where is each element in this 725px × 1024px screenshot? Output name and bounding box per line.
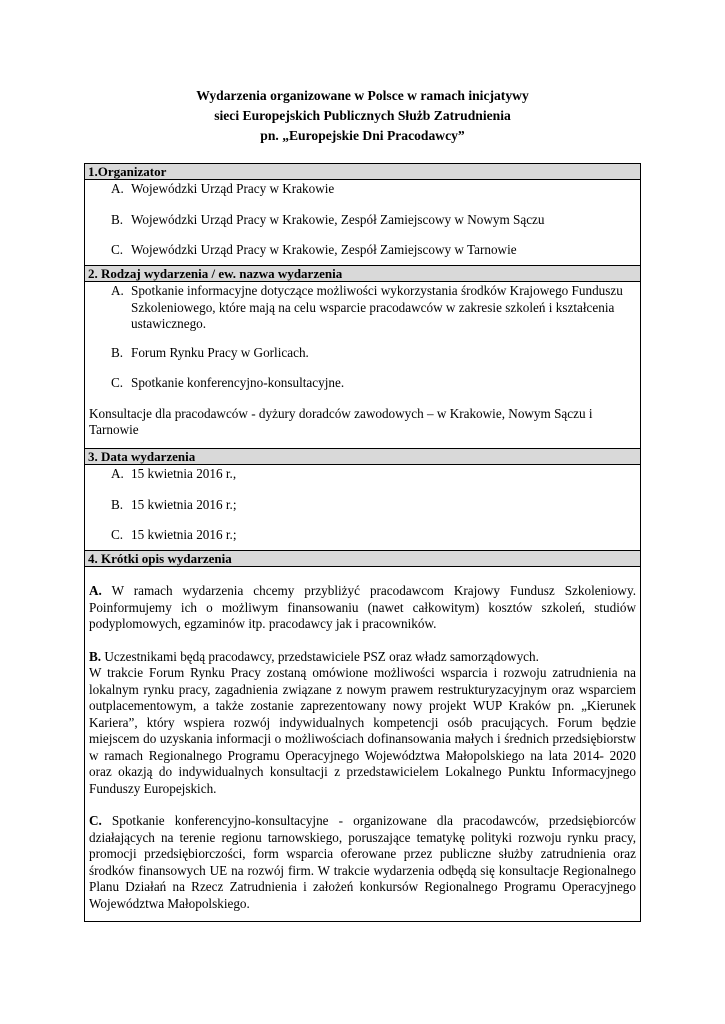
- list-item: C. Spotkanie konferencyjno-konsultacyjne.: [111, 375, 345, 390]
- list-item: A. 15 kwietnia 2016 r.,: [111, 466, 237, 481]
- list-item: B. Wojewódzki Urząd Pracy w Krakowie, Zespół Zamiejscowy w Nowym Sączu: [111, 211, 545, 227]
- list-item: A. Spotkanie informacyjne dotyczące możliwości wykorzystania środków Krajowego Funduszu Szkoleniowego, które mają na celu wsparcie pracodawców w zakresie szkoleń i kształcenia ustawicznego.: [111, 283, 623, 331]
- section-header: 4. Krótki opis wydarzenia: [85, 551, 640, 567]
- section-header: 3. Data wydarzenia: [85, 449, 640, 465]
- section-event-type: [85, 266, 640, 449]
- list-item: B. Forum Rynku Pracy w Gorlicach.: [111, 344, 309, 360]
- section-date: [85, 449, 640, 551]
- description-paragraph-b-detail: W trakcie Forum Rynku Pracy zostaną omówione możliwości wsparcia i rozwoju zatrudnienia na lokalnym rynku pracy, zagadnienia związane z nowym prawem restrukturyzacyjnym oraz wsparciem outplacementowym, a także zostanie zaprezentowany nowy projekt WUP Kraków pn. „Kierunek Kariera”, który wspiera rozwój indywidualnych kompetencji osób pracujących. Forum będzie miejscem do uzyskania informacji o możliwościach dofinansowania małych i średnich przedsiębiorstw w ramach Regionalnego Programu Operacyjnego Województwa Małopolskiego na lata 2014- 2020 oraz okazją do indywidualnych konsultacji z przedstawicielem Lokalnego Punktu Informacyjnego Funduszy Europejskich.: [89, 665, 636, 796]
- title-line-2: sieci Europejskich Publicznych Służb Zatrudnienia: [214, 108, 511, 123]
- title-line-3: pn. „Europejskie Dni Pracodawcy”: [260, 128, 465, 143]
- section-organizer: [85, 164, 640, 266]
- consultation-note: Konsultacje dla pracodawców - dyżury doradców zawodowych – w Krakowie, Nowym Sączu i Tarnowie: [89, 405, 593, 437]
- event-type-list: [89, 283, 636, 392]
- section-header: 2. Rodzaj wydarzenia / ew. nazwa wydarzenia: [85, 266, 640, 282]
- organizer-list: [89, 181, 636, 259]
- date-list: [89, 466, 636, 544]
- title-line-1: Wydarzenia organizowane w Polsce w ramach inicjatywy: [196, 88, 529, 103]
- section-header: 1.Organizator: [85, 164, 640, 180]
- document-title: [0, 86, 725, 146]
- description-paragraph-c: C. Spotkanie konferencyjno-konsultacyjne - organizowane dla pracodawców, przedsiębiorców działających na terenie regionu tarnowskiego, poruszające tematykę polityki rozwoju rynku pracy, promocji przedsiębiorczości, form wsparcia oferowane przez publiczne służby zatrudnienia oraz środków finansowych UE na rozwój firm. W trakcie wydarzenia odbędą się konsultacje Regionalnego Planu Działań na Rzecz Zatrudnienia i założeń konkursów Regionalnego Programu Operacyjnego Województwa Małopolskiego.: [89, 813, 636, 911]
- list-item: C. Wojewódzki Urząd Pracy w Krakowie, Zespół Zamiejscowy w Tarnowie: [111, 242, 517, 257]
- event-info-table: [84, 163, 641, 922]
- list-item: A. Wojewódzki Urząd Pracy w Krakowie: [111, 181, 335, 196]
- list-item: B. 15 kwietnia 2016 r.;: [111, 496, 237, 512]
- section-description: [85, 551, 640, 921]
- description-paragraph-b: B. Uczestnikami będą pracodawcy, przedstawiciele PSZ oraz władz samorządowych.: [89, 648, 539, 664]
- description-paragraph-a: A. W ramach wydarzenia chcemy przybliżyć pracodawcom Krajowy Fundusz Szkoleniowy. Poinformujemy ich o możliwym finansowaniu (nawet całkowitym) kosztów szkoleń, studiów podyplomowych, egzaminów itp. pracodawcy jak i pracowników.: [89, 583, 636, 631]
- list-item: C. 15 kwietnia 2016 r.;: [111, 527, 237, 542]
